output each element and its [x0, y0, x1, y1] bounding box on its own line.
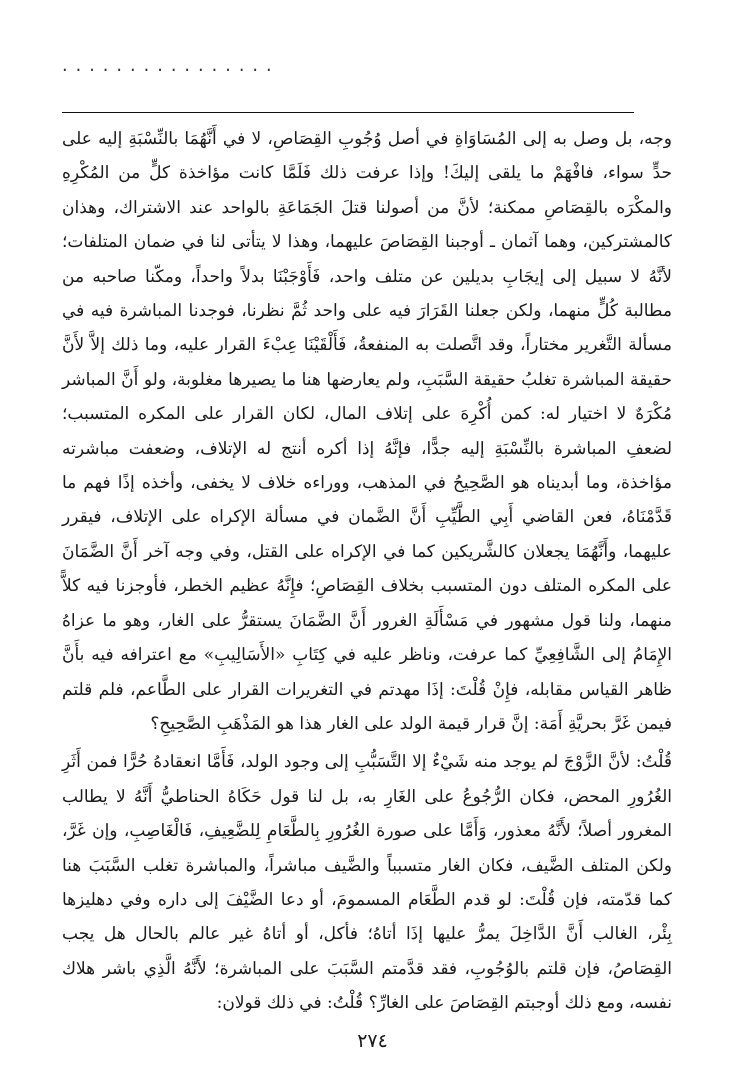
- header-rule: [62, 112, 634, 113]
- page-number: ٢٧٤: [357, 1030, 388, 1052]
- header-dotted-line: ................: [60, 58, 278, 76]
- page-body: [62, 122, 672, 1021]
- paragraph-1: وجه، بل وصل به إلى المُسَاوَاةِ في أصل وُجُوبِ القِصَاصِ، لا في أَنَّهُمَا بالنِّسْبَةِ إليه على حدٍّ سواء، فافْهَمْ ما يلقى إليكَ! وإذا عرفت ذلك فَلَمَّا كانت مؤاخذة كلٍّ من المُكْرِهِ والمكْرَه بالقِصَاصِ ممكنة؛ لأنَّ من أصولنا قتلَ الجَمَاعَةِ بالواحد عند الاشتراك، وهذان كالمشتركين، وهما آثمان ـ أوجبنا القِصَاصَ عليهما، وهذا لا يتأتى لنا في ضمان المتلفات؛ لأنَّهُ لا سبيل إلى إيجَابِ بديلين عن متلف واحد، فَأَوْجَبْنَا بدلاً واحداً، ومكّنا صاحبه من مطالبة كُلٍّ منهما، ولكن جعلنا القَرَارَ فيه على واحد ثُمَّ نظرنا، فوجدنا المباشرة فيه في مسألة التَّغرير مختاراً، وقد اتَّصلت به المنفعةُ، فَأَلْقَيْنَا عِبْءَ القرار عليه، وما ذلك إلاَّ لأَنَّ حقيقة المباشرة تغلبُ حقيقة السَّبَبِ، ولم يعارضها هنا ما يصيرها مغلوبة، ولو أَنَّ المباشر مُكْرَهٌ لا اختيار له: كمن أُكْرِهَ على إتلاف المال، لكان القرار على المكره المتسبب؛ لضعفِ المباشرة بالنِّسْبَةِ إليه جدًّا، فإنَّهُ إذا أكره أنتج له الإتلاف، وضعفت مباشرته مؤاخذة، وما أبديناه هو الصَّحِيحُ في المذهب، ووراءه خلاف لا يخفى، وأخذه إذًا فهم ما قَدَّمْنَاهُ، فعن القاضي أَبِي الطَّيِّبِ أَنَّ الضَّمان في مسألة الإكراه على الإتلاف، فيقرر عليهما، وأَنَّهُمَا يجعلان كالشَّريكين كما في الإكراه على القتل، وفي وجه آخر أَنَّ الضَّمَانَ على المكره المتلف دون المتسبب بخلاف القِصَاصِ؛ فإِنَّهُ عظيم الخطر، فأوجزنا فيه كلاًّ منهما، ولنا قول مشهور في مَسْأَلَةِ الغرور أَنَّ الضَّمَانَ يستقرُّ على الغار، وهو ما عزاهُ الإِمَامُ إلى الشَّافِعِيِّ كما عرفت، وناظر عليه في كِتَابِ «الأَسَالِيبِ» مع اعترافه فيه بأَنَّ ظاهر القياس مقابله، فإِنْ قُلْتَ: إذَا مهدتم في التغريرات القرار على الطَّاعم، فلم قلتم فيمن غَرَّ بحريَّةِ أَمَة: إنَّ قرار قيمة الولد على الغار هذا هو المَذْهَبِ الصَّحِيحِ؟: [62, 129, 672, 734]
- paragraph-2: قُلْتُ: لأنَّ الزَّوْجَ لم يوجد منه شَيْءٌ إلا التَّسَبُّبِ إلى وجود الولد، فَأَمَّا انعقادهُ حُرًّا فمن أَثَرِ الغُرُورِ المحض، فكان الرُّجُوعُ على الغَارِ به، بل لنا قول حَكَاهُ الحناطيُّ أَنَّهُ لا يطالب المغرور أصلاً؛ لأَنَّهُ معذور، وَأَمَّا على صورة الغُرُورِ بِالطَّعَامِ لِلضَّعِيفِ، فَالْغَاصِبِ، وإن غَرَّ، ولكن المتلف الضَّيف، فكان الغار متسبباً والضَّيف مباشراً، والمباشرة تغلب السَّبَبَ هنا كما قدّمته، فإن قُلْتَ: لو قدم الطَّعَام المسمومَ، أو دعا الضَّيْفَ إلى داره وفي دهليزها بِئْر، الغالب أَنَّ الدَّاخِلَ يمرُّ عليها إذَا أتاهُ؛ فأكل، أو أتاهُ غير عالم بالحال هل يجب القِصَاصُ، فإن قلتم بالوُجُوبِ، فقد قدَّمتم السَّبَبَ على المباشرة؛ لأَنَّهُ الَّذِي باشر هلاك نفسه، ومع ذلك أوجبتم القِصَاصَ على الغارِّ؟ قُلْتُ: في ذلك قولان:: [62, 752, 672, 1014]
